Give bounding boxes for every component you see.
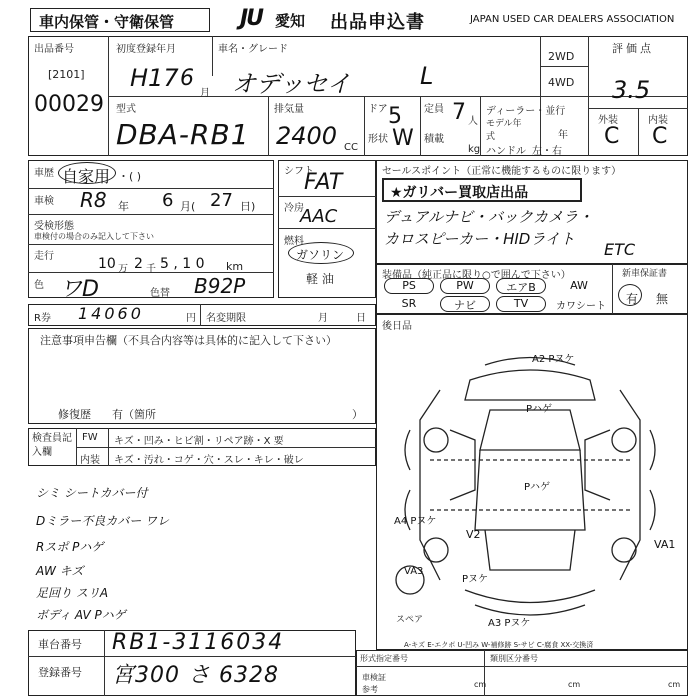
inspection-month-unit: 月( <box>180 200 196 213</box>
repair-value: 有（箇所 <box>112 408 156 421</box>
selling-line-2: カロスピーカー・HIDライト <box>384 230 575 248</box>
mark-phage-1: Pハゲ <box>526 404 553 415</box>
color-change-label: 色替 <box>150 288 170 299</box>
rating-value: 3.5 <box>612 76 651 104</box>
shift-value: FAT <box>304 170 343 195</box>
note-6: ボディ AV Pハゲ <box>36 608 126 622</box>
diagram-legend: A-キズ E-エクボ U-凹み W-補修跡 S-サビ C-腐食 XX-交換済 <box>404 641 594 649</box>
mark-a2: A2 Pヌケ <box>532 354 575 365</box>
ac-label: 冷房 <box>284 203 304 214</box>
name-change-day: 日 <box>356 313 366 324</box>
form-note: 車検付の場合のみ記入して下さい <box>34 232 154 241</box>
shift-label: シフト <box>284 166 314 177</box>
handle-value: 左・右 <box>532 146 562 157</box>
cm-1: cm <box>474 680 487 689</box>
mileage-rest: 5 , 1 0 <box>160 256 205 272</box>
fuel-value: ガソリン <box>296 248 345 262</box>
inspection-day: 27 <box>210 190 233 211</box>
form-label: 受検形態 <box>34 221 74 232</box>
ref-label: 参考 <box>362 685 378 694</box>
selling-points-label: セールスポイント（正常に機能するものに限ります） <box>382 166 622 177</box>
door-value: 5 <box>388 104 402 129</box>
first-reg-label: 初度登録年月 <box>116 44 176 55</box>
displacement-label: 排気量 <box>274 104 304 115</box>
cm-2: cm <box>568 680 581 689</box>
mark-va1: VA1 <box>654 538 676 551</box>
month-unit: 月 <box>200 88 210 99</box>
inspection-month: 6 <box>162 190 174 211</box>
mark-a3: A3 Pヌケ <box>488 618 531 629</box>
assoc-name: JAPAN USED CAR DEALERS ASSOCIATION <box>470 14 675 25</box>
mark-phage-2: Pハゲ <box>524 482 551 493</box>
mark-va3: VA3 <box>404 566 424 577</box>
repair-close: ） <box>352 408 363 421</box>
mark-pnuke: Pヌケ <box>462 574 489 585</box>
displacement-value: 2400 <box>276 122 338 150</box>
spare-label: スペア <box>396 615 424 625</box>
class-label: 類別区分番号 <box>490 654 538 663</box>
fw-text: キズ・凹み・ヒビ割・リペア跡・X 要 <box>114 436 284 447</box>
mileage-man-unit: 万 <box>118 264 128 275</box>
warranty-yes: 有 <box>626 292 639 306</box>
load-unit: kg <box>468 144 481 155</box>
equip-pw: PW <box>440 278 490 294</box>
fw-label: FW <box>82 432 98 443</box>
history-paren: ・( ) <box>118 170 142 183</box>
model-year-unit: 年 <box>558 130 568 141</box>
note-5: 足回り スリA <box>36 586 109 600</box>
dealer-label: ディーラー・並行 <box>486 106 566 117</box>
car-name-label: 車名・グレード <box>218 44 288 55</box>
warranty-no: 無 <box>656 292 669 306</box>
equip-seat: カワシート <box>556 301 606 312</box>
doc-title: 出品申込書 <box>330 12 425 33</box>
drive-4wd: 4WD <box>548 76 575 89</box>
lot-number: 00029 <box>34 92 104 117</box>
exterior-value: C <box>604 124 620 149</box>
door-label: ドア <box>368 104 388 115</box>
warranty-label: 新車保証書 <box>622 269 668 279</box>
color-code: B92P <box>194 274 246 298</box>
capacity-value: 7 <box>452 100 466 125</box>
note-3: Rスポ Pハゲ <box>36 540 104 554</box>
equip-sr: SR <box>401 297 417 310</box>
chassis-value: RB1-3116034 <box>112 630 285 655</box>
shape-value: W <box>392 126 414 151</box>
interior-check-label: 内装 <box>80 455 100 466</box>
chassis-label: 車台番号 <box>38 638 82 651</box>
mileage-label: 走行 <box>34 251 54 262</box>
r-ticket-value: 14060 <box>78 304 144 323</box>
exterior-label: 外装 <box>598 115 618 126</box>
color-label: 色 <box>34 280 44 291</box>
selling-line-3: ETC <box>604 240 636 259</box>
mark-v2: V2 <box>466 528 481 541</box>
notes-label: 注意事項申告欄（不具合内容等は具体的に記入して下さい） <box>40 334 337 347</box>
org-name: 愛知 <box>275 12 306 30</box>
r-ticket-yen: 円 <box>186 313 196 324</box>
name-change-label: 名変期限 <box>206 313 246 324</box>
color-value: ワD <box>60 277 99 302</box>
inspection-year-unit: 年 <box>118 200 129 213</box>
interior-value: C <box>652 124 668 149</box>
equip-aw: AW <box>570 279 588 292</box>
rating-label: 評価点 <box>612 42 654 55</box>
load-label: 積載 <box>424 134 444 145</box>
model-label: 型式 <box>116 104 136 115</box>
inspection-day-unit: 日) <box>240 200 256 213</box>
ju-logo: JU <box>240 6 263 31</box>
history-label: 車歴 <box>34 168 54 179</box>
equip-airbag: エアB <box>496 278 546 294</box>
plate-value: 宮300 さ 6328 <box>112 663 279 688</box>
name-change-month: 月 <box>318 313 328 324</box>
repair-label: 修復歴 <box>58 408 91 421</box>
note-4: AW キズ <box>36 564 84 578</box>
equip-navi: ナビ <box>440 296 490 312</box>
first-reg-month: 6 <box>180 66 194 91</box>
storage-note-box <box>30 8 210 32</box>
ac-value: AAC <box>300 206 338 227</box>
selling-line-1: デュアルナビ・バックカメラ・ <box>384 208 593 226</box>
mileage-man: 10 <box>98 256 116 272</box>
interior-check-text: キズ・汚れ・コゲ・穴・スレ・キレ・破レ <box>114 455 304 466</box>
shape-label: 形状 <box>368 134 388 145</box>
history-value: 自家用 <box>62 167 111 186</box>
mileage-unit: km <box>226 260 244 273</box>
capacity-label: 定員 <box>424 104 444 115</box>
gulliver-banner: ★ガリバー買取店出品 <box>382 178 582 202</box>
mileage-2: 2 <box>134 256 143 272</box>
handle-label: ハンドル <box>486 146 526 157</box>
equipment-label: 装備品（純正品に限り○で囲んで下さい） <box>382 270 571 281</box>
first-reg-value: H17 <box>130 64 179 92</box>
fuel-label: 燃料 <box>284 236 304 247</box>
reg-cert-label: 車検証 <box>362 673 386 682</box>
note-2: Dミラー不良カバー ワレ <box>36 514 170 528</box>
r-ticket-label: R券 <box>34 313 51 324</box>
equip-tv: TV <box>496 296 546 312</box>
drive-2wd: 2WD <box>548 50 575 63</box>
capacity-unit: 人 <box>468 116 478 127</box>
fuel-alt: 軽 油 <box>306 272 334 286</box>
inspector-label: 検査員記入欄 <box>32 433 72 458</box>
interior-label: 内装 <box>648 115 668 126</box>
equip-ps: PS <box>384 278 434 294</box>
plate-label: 登録番号 <box>38 666 82 679</box>
lot-label: 出品番号 <box>34 44 74 55</box>
mark-a4: A4 Pヌケ <box>394 516 437 527</box>
cm-3: cm <box>668 680 681 689</box>
note-1: シミ シートカバー付 <box>36 486 148 500</box>
storage-note: 車内保管・守衛保管 <box>39 13 175 31</box>
car-name-value: オデッセイ <box>232 70 351 98</box>
model-year-label: モデル年式 <box>486 119 522 142</box>
model-value: DBA-RB1 <box>116 118 250 151</box>
inspection-label: 車検 <box>34 196 54 207</box>
car-grade-value: L <box>420 62 434 90</box>
type-label: 形式指定番号 <box>360 654 408 663</box>
inspection-year: R8 <box>80 188 107 212</box>
mileage-sen-unit: 千 <box>146 264 156 275</box>
seal-note-label: 後日品 <box>382 321 412 332</box>
lot-sub: [2101] <box>48 68 85 81</box>
displacement-unit: CC <box>344 142 358 153</box>
